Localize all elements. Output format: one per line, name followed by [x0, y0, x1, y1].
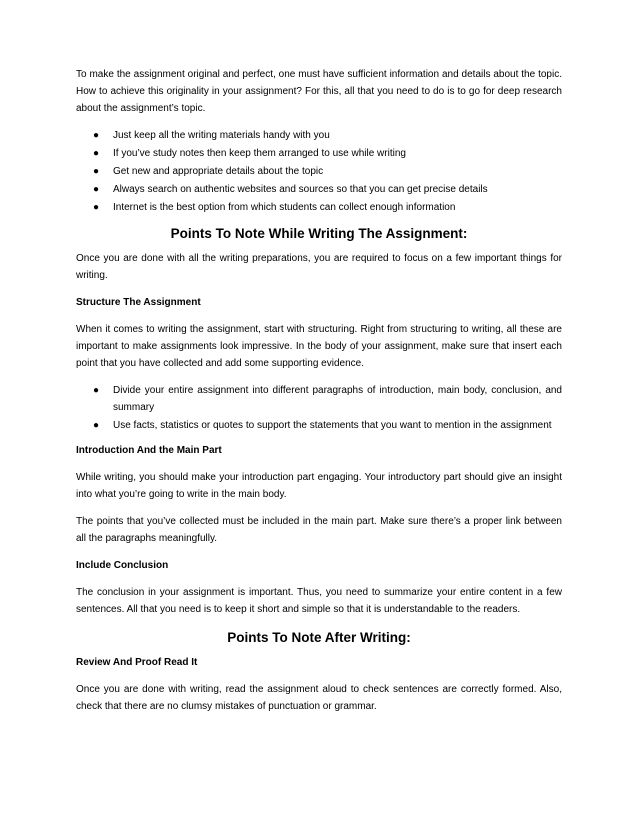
list-item [76, 181, 562, 198]
bullet-icon: ● [93, 130, 100, 141]
list-item [76, 199, 562, 216]
section-heading-while-writing: Points To Note While Writing The Assignment: [170, 226, 468, 241]
structure-paragraph: When it comes to writing the assignment, start with structuring. Right from structuring to writing, all these are important to make assignments look impressive. In the body of your assignment, make sure that insert each point that you have collected and add some supporting evidence. [76, 324, 562, 369]
list-item [76, 127, 562, 144]
subheading-introduction-main: Introduction And the Main Part [76, 445, 222, 456]
section-heading-after-writing: Points To Note After Writing: [227, 630, 411, 645]
introduction-paragraph: While writing, you should make your introduction part engaging. Your introductory part should give an insight into what you’re going to write in the main body. [76, 472, 562, 500]
list-item [76, 163, 562, 180]
list-item [76, 417, 562, 434]
review-paragraph: Once you are done with writing, read the assignment aloud to check sentences are correctly formed. Also, check that there are no clumsy mistakes of punctuation or grammar. [76, 684, 562, 712]
while-writing-paragraph: Once you are done with all the writing preparations, you are required to focus on a few important things for writing. [76, 253, 562, 281]
subheading-conclusion: Include Conclusion [76, 560, 169, 571]
bullet-icon: ● [93, 385, 100, 396]
subheading-review: Review And Proof Read It [76, 657, 198, 668]
structure-bullet-list [76, 382, 562, 434]
intro-bullet-list [76, 127, 562, 216]
bullet-icon: ● [93, 148, 100, 159]
list-item [76, 382, 562, 416]
list-item-text: If you’ve study notes then keep them arranged to use while writing [113, 148, 406, 159]
bullet-icon: ● [93, 166, 100, 177]
list-item-text: Get new and appropriate details about the topic [113, 166, 324, 177]
list-item-text: Internet is the best option from which students can collect enough information [113, 202, 456, 213]
main-part-paragraph: The points that you’ve collected must be included in the main part. Make sure there’s a proper link between all the paragraphs meaningfully. [76, 516, 562, 544]
list-item-text: Just keep all the writing materials handy with you [113, 130, 330, 141]
list-item-text: Always search on authentic websites and sources so that you can get precise details [113, 184, 488, 195]
conclusion-paragraph: The conclusion in your assignment is important. Thus, you need to summarize your entire content in a few sentences. All that you need is to keep it short and simple so that it is understandable to the readers. [76, 587, 562, 615]
list-item-text: Divide your entire assignment into different paragraphs of introduction, main body, conclusion, and summary [113, 385, 562, 413]
list-item-text: Use facts, statistics or quotes to support the statements that you want to mention in the assignment [113, 420, 552, 431]
subheading-structure: Structure The Assignment [76, 297, 201, 308]
document-page [76, 66, 562, 725]
list-item [76, 145, 562, 162]
bullet-icon: ● [93, 420, 100, 431]
bullet-icon: ● [93, 184, 100, 195]
bullet-icon: ● [93, 202, 100, 213]
intro-paragraph: To make the assignment original and perfect, one must have sufficient information and details about the topic. How to achieve this originality in your assignment? For this, all that you need to do is to go for deep research about the assignment’s topic. [76, 69, 562, 114]
